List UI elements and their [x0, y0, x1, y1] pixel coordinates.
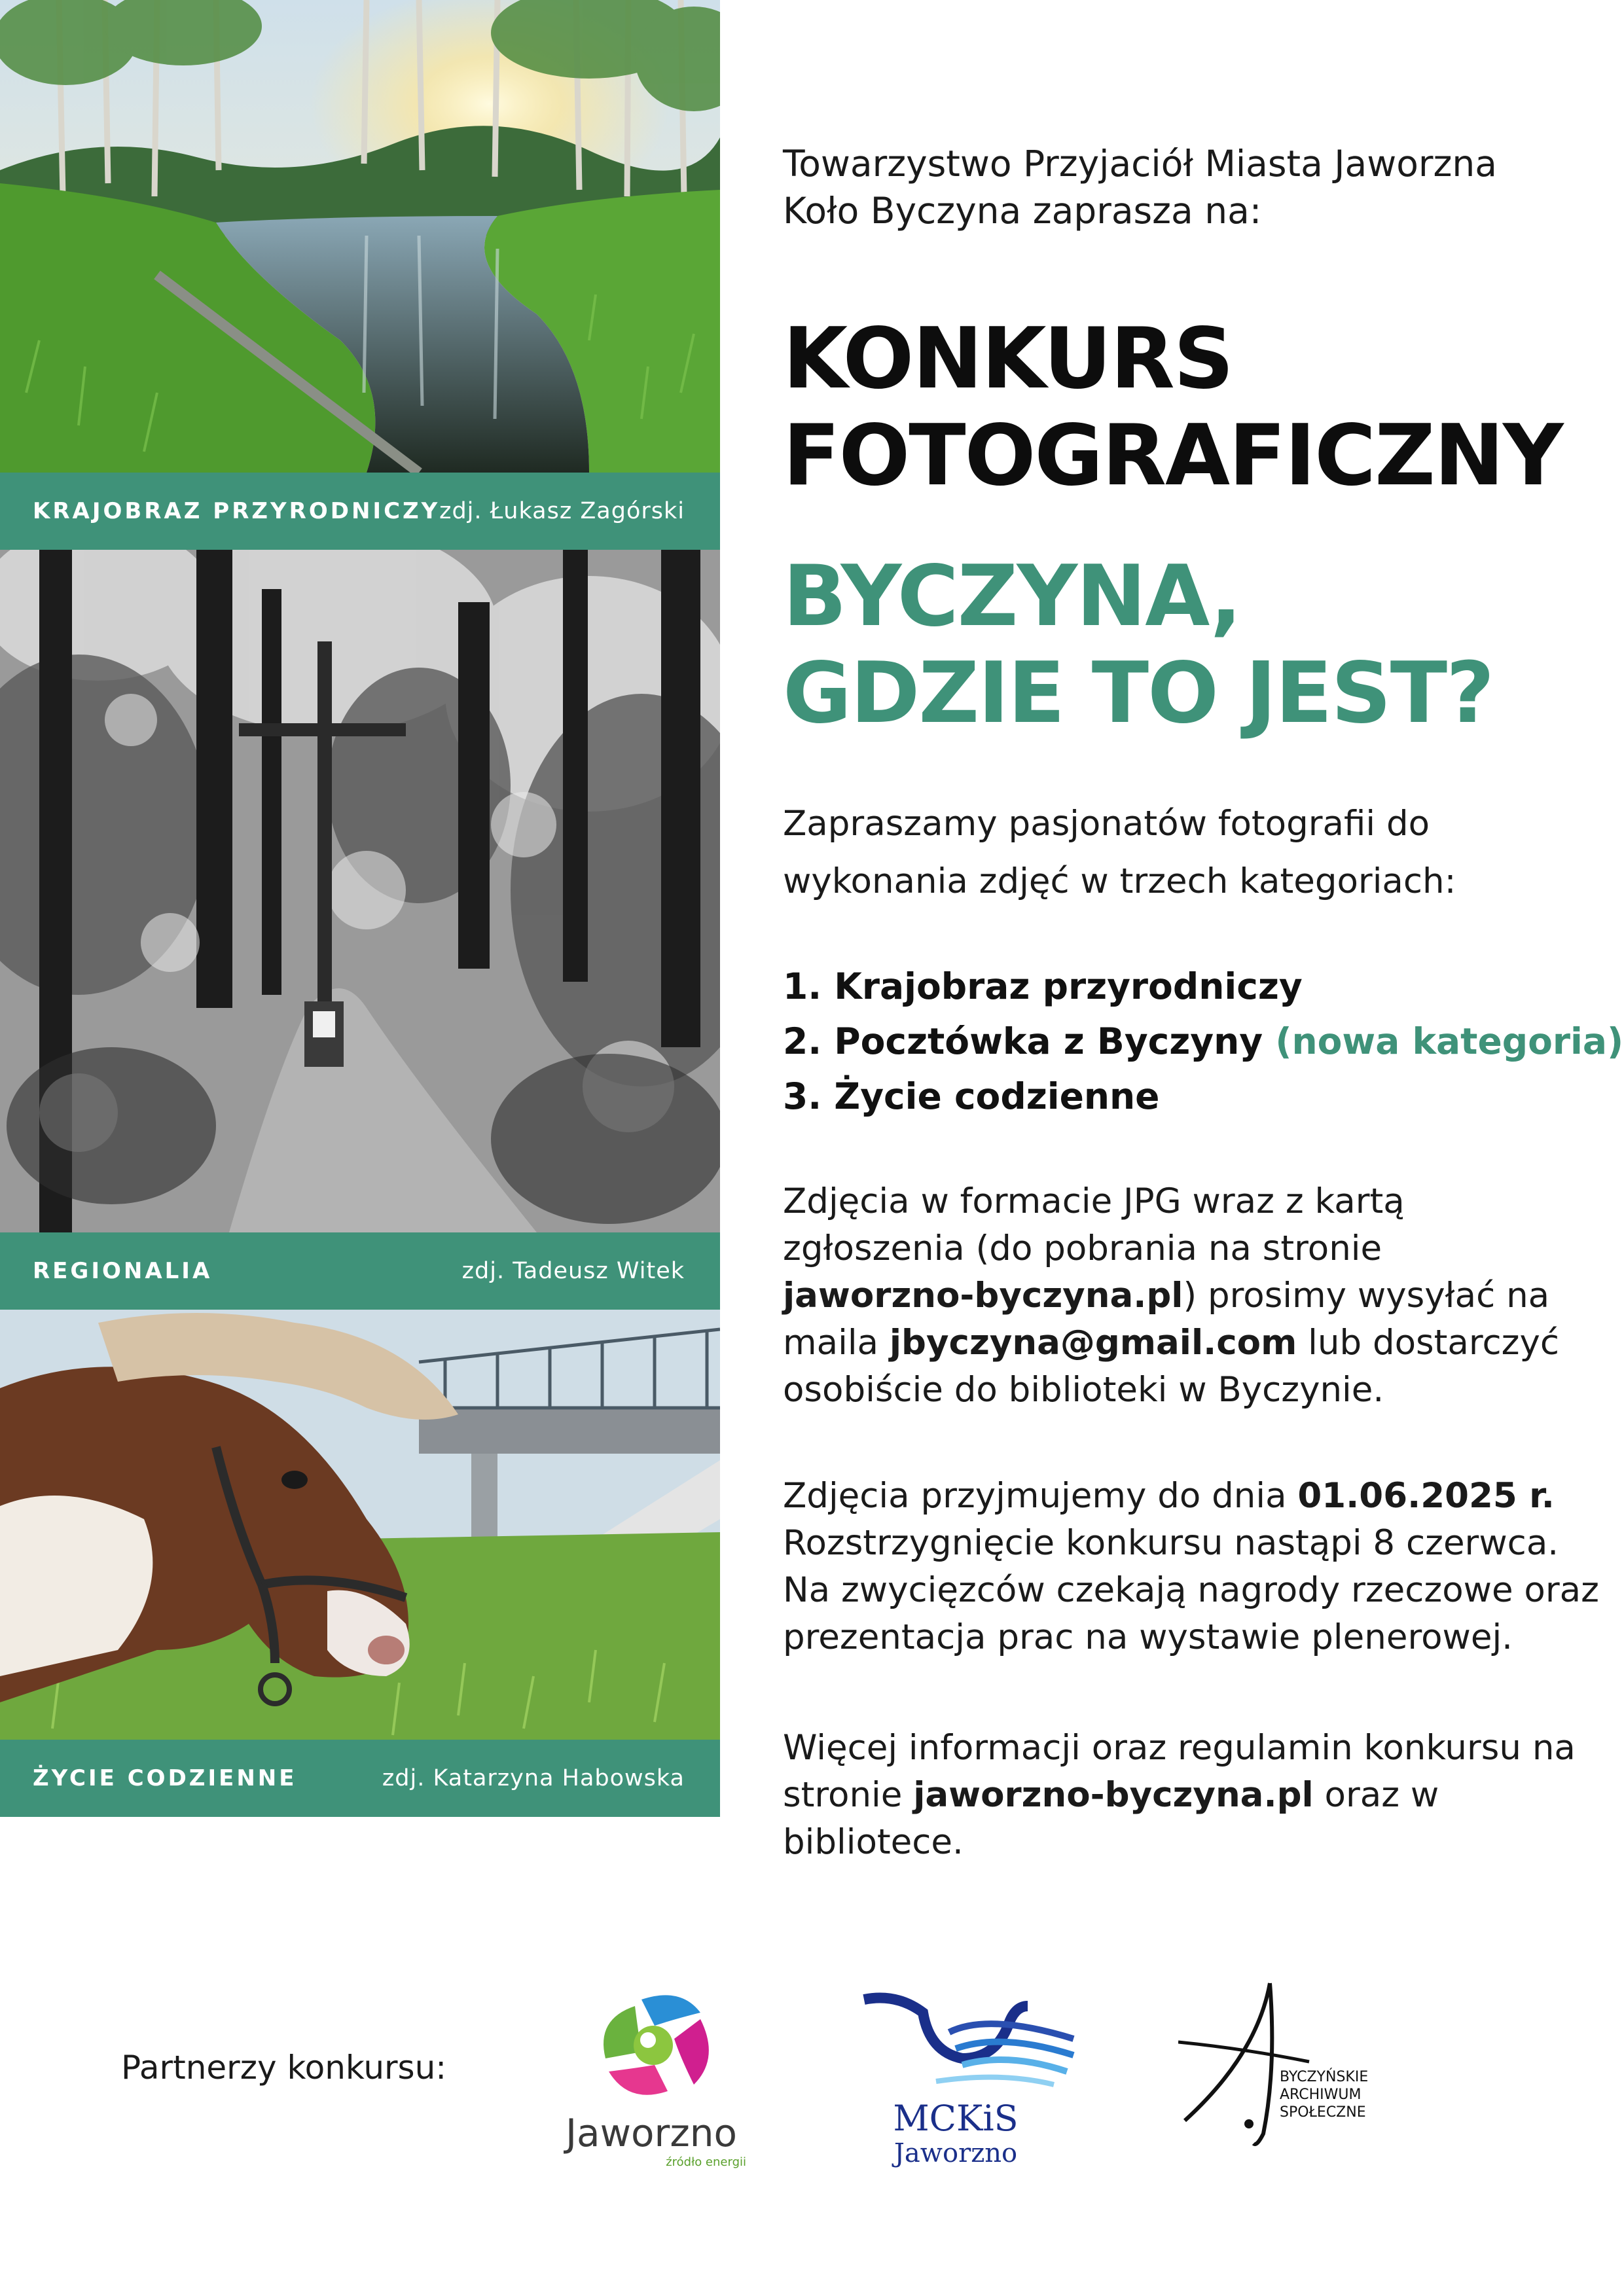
mckis-logo-city: Jaworzno: [893, 2138, 1018, 2168]
subtitle-line-2: GDZIE TO JEST?: [783, 645, 1494, 742]
contest-title: [783, 311, 1562, 505]
bas-logo: [1178, 1977, 1394, 2166]
title-line-1: KONKURS: [783, 310, 1233, 408]
website-link[interactable]: jaworzno-byczyna.pl: [783, 1276, 1183, 1316]
contest-subtitle: [783, 548, 1493, 742]
more-info-line: Więcej informacji oraz regulamin konkursu na: [783, 1728, 1576, 1768]
bas-logo-text: BYCZYŃSKIE ARCHIWUM SPOŁECZNE: [1280, 2069, 1369, 2121]
invite-line-2: wykonania zdjęć w trzech kategoriach:: [783, 861, 1456, 901]
caption-category: KRAJOBRAZ PRZYRODNICZY: [33, 498, 441, 524]
more-info-line: stronie jaworzno-byczyna.pl oraz w bibliotece.: [783, 1775, 1439, 1862]
category-list: [783, 959, 1623, 1124]
intro-line-1: Towarzystwo Przyjaciół Miasta Jaworzna: [783, 143, 1497, 185]
invite-paragraph: [783, 795, 1456, 910]
category-item: [783, 1014, 1623, 1069]
photo-landscape: [0, 0, 720, 473]
forest-cross-image: [0, 550, 720, 1232]
caption-author: zdj. Tadeusz Witek: [461, 1258, 685, 1284]
intro-line-2: Koło Byczyna zaprasza na:: [783, 190, 1262, 232]
deadline-line: Rozstrzygnięcie konkursu nastąpi 8 czerwca.: [783, 1523, 1559, 1563]
pony-image: [0, 1310, 720, 1740]
caption-regionalia: [0, 1232, 720, 1310]
photo-regionalia: [0, 550, 720, 1232]
jaworzno-logo: [543, 1980, 759, 2176]
submission-line: jaworzno-byczyna.pl) prosimy wysyłać na: [783, 1276, 1550, 1316]
landscape-image: [0, 0, 720, 473]
submission-line: maila jbyczyna@gmail.com lub dostarczyć: [783, 1323, 1559, 1363]
submission-line: zgłoszenia (do pobrania na stronie: [783, 1229, 1382, 1268]
website-link[interactable]: jaworzno-byczyna.pl: [913, 1775, 1314, 1815]
deadline-paragraph: [783, 1473, 1599, 1661]
deadline-line: Zdjęcia przyjmujemy do dnia 01.06.2025 r.: [783, 1476, 1555, 1516]
submission-line: Zdjęcia w formacie JPG wraz z kartą: [783, 1181, 1405, 1221]
more-info-paragraph: [783, 1725, 1624, 1866]
submission-line: osobiście do biblioteki w Byczynie.: [783, 1370, 1384, 1410]
category-item: 1. Krajobraz przyrodniczy: [783, 965, 1303, 1007]
email-link[interactable]: jbyczyna@gmail.com: [889, 1323, 1297, 1363]
jaworzno-logo-name: Jaworzno: [565, 2111, 738, 2155]
subtitle-line-1: BYCZYNA,: [783, 548, 1241, 645]
deadline-date: 01.06.2025 r.: [1297, 1476, 1555, 1516]
caption-author: zdj. Katarzyna Habowska: [382, 1765, 685, 1791]
category-item: 3. Życie codzienne: [783, 1075, 1160, 1117]
photo-everyday: [0, 1310, 720, 1740]
mckis-logo-name: MCKiS: [893, 2098, 1019, 2139]
jaworzno-logo-tagline: źródło energii: [666, 2155, 746, 2169]
partners-label: Partnerzy konkursu:: [121, 2049, 447, 2087]
caption-category: REGIONALIA: [33, 1258, 213, 1284]
caption-author: zdj. Łukasz Zagórski: [439, 498, 685, 524]
new-category-note: (nowa kategoria): [1275, 1020, 1624, 1062]
submission-paragraph: [783, 1178, 1559, 1414]
deadline-line: Na zwycięzców czekają nagrody rzeczowe oraz: [783, 1570, 1599, 1610]
category-item-label: 2. Pocztówka z Byczyny: [783, 1020, 1263, 1062]
deadline-line: prezentacja prac na wystawie plenerowej.: [783, 1617, 1513, 1657]
invite-line-1: Zapraszamy pasjonatów fotografii do: [783, 804, 1430, 844]
caption-everyday: [0, 1740, 720, 1817]
title-line-2: FOTOGRAFICZNY: [783, 407, 1562, 505]
caption-landscape: [0, 473, 720, 550]
intro-organizer: [783, 140, 1497, 234]
caption-category: ŻYCIE CODZIENNE: [33, 1765, 297, 1791]
mckis-logo: [857, 1986, 1080, 2176]
mckis-logo-mark: [857, 1986, 1080, 2098]
jaworzno-logo-mark: [543, 1980, 759, 2111]
